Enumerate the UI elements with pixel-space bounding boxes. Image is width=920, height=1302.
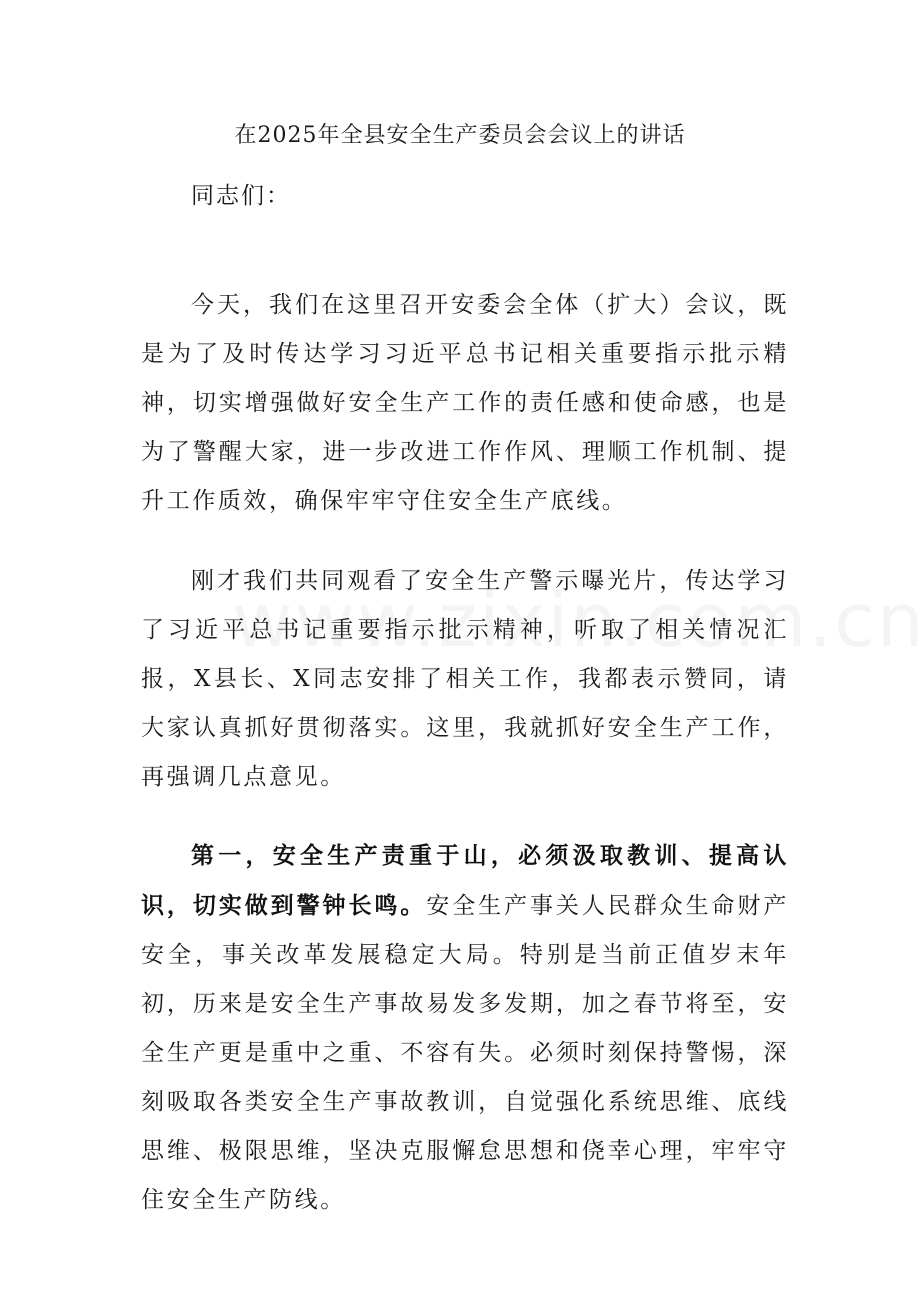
paragraph-opening (141, 280, 789, 526)
paragraph-point-one (141, 831, 789, 1225)
paragraph-body: 安全生产事关人民群众生命财产安全，事关改革发展稳定大局。特别是当前正值岁末年初，历来是安全生产事故易发多发期，加之春节将至，安全生产更是重中之重、不容有失。必须时刻保持警惕，深刻吸取各类安全生产事故教训，自觉强化系统思维、底线思维、极限思维，坚决克服懈怠思想和侥幸心理，牢牢守住安全生产防线。 (141, 893, 789, 1213)
paragraph-review (141, 556, 789, 802)
paragraph-body: 今天，我们在这里召开安委会全体（扩大）会议，既是为了及时传达学习习近平总书记相关重要指示批示精神，切实增强做好安全生产工作的责任感和使命感，也是为了警醒大家，进一步改进工作作风、理顺工作机制、提升工作质效，确保牢牢守住安全生产底线。 (141, 292, 789, 514)
paragraph-lead: 第一，安全生产责重于山，必须汲取教训、提高认识，切实做到警钟长鸣。 (141, 842, 789, 919)
paragraph-body: 刚才我们共同观看了安全生产警示曝光片，传达学习了习近平总书记重要指示批示精神，听取了相关情况汇报，X县长、X同志安排了相关工作，我都表示赞同，请大家认真抓好贯彻落实。这里，我就抓好安全生产工作，再强调几点意见。 (141, 568, 789, 790)
salutation: 同志们： (191, 183, 291, 209)
document-title: 在2025年全县安全生产委员会会议上的讲话 (234, 123, 686, 148)
